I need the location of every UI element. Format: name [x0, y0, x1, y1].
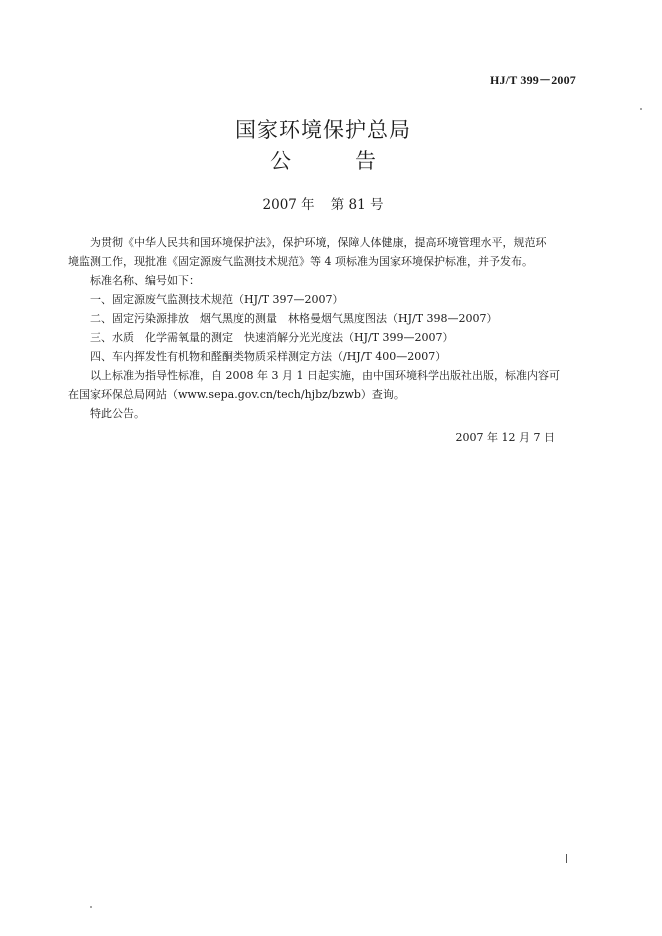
- body-line: 为贯彻《中华人民共和国环境保护法》，保护环境，保障人体健康，提高环境管理水平，规范环: [90, 236, 547, 249]
- notice-no: 第 81 号: [330, 197, 384, 213]
- notice-year: 2007 年: [262, 197, 315, 213]
- notice-number: [0, 193, 646, 213]
- standard-item: 一、固定源废气监测技术规范（HJ/T 397—2007）: [90, 293, 344, 306]
- closing-line: 特此公告。: [90, 407, 145, 420]
- notice-title-right: 告: [355, 149, 376, 173]
- scan-speck: [640, 108, 642, 110]
- body-line: 标准名称、编号如下：: [90, 274, 200, 287]
- standard-code: HJ/T 399－2007: [489, 73, 576, 87]
- signature-date: 2007 年 12 月 7 日: [455, 431, 555, 444]
- page-edge-mark: [566, 854, 567, 863]
- scan-speck: [90, 906, 92, 908]
- body-line: 以上标准为指导性标准，自 2008 年 3 月 1 日起实施，由中国环境科学出版社出版，标准内容可: [90, 369, 560, 382]
- body-line: 在国家环保总局网站（www.sepa.gov.cn/tech/hjbz/bzwb）查询。: [68, 388, 405, 401]
- standard-item: 四、车内挥发性有机物和醛酮类物质采样测定方法（/HJ/T 400—2007）: [90, 350, 447, 363]
- notice-title: [0, 145, 646, 175]
- issuing-agency: 国家环境保护总局: [235, 118, 411, 142]
- notice-title-left: 公: [270, 149, 291, 173]
- body-line: 境监测工作，现批准《固定源废气监测技术规范》等 4 项标准为国家环境保护标准，并予发布。: [68, 255, 533, 268]
- standard-item: 三、水质 化学需氧量的测定 快速消解分光光度法（HJ/T 399—2007）: [90, 331, 454, 344]
- standard-item: 二、固定污染源排放 烟气黑度的测量 林格曼烟气黑度图法（HJ/T 398—2007）: [90, 312, 498, 325]
- notice-body: [68, 233, 578, 423]
